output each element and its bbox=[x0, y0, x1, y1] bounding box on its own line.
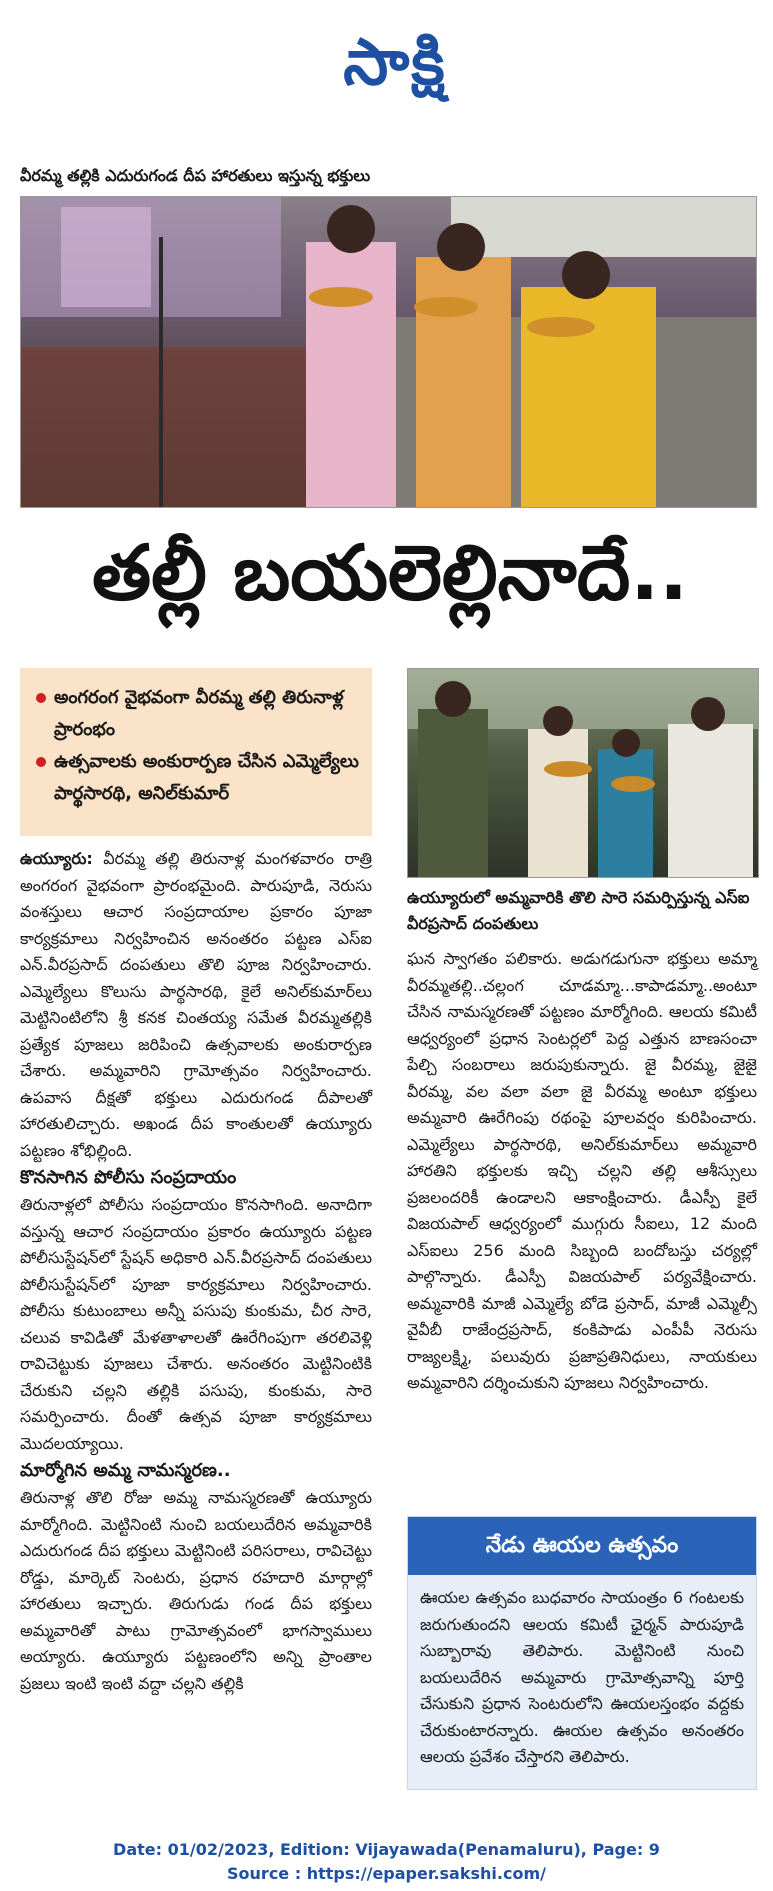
source-footer bbox=[0, 1838, 773, 1886]
headline: తల్లీ బయలెల్లినాదే.. bbox=[92, 528, 688, 617]
article-column-left bbox=[20, 846, 372, 1697]
article-column-right bbox=[407, 946, 757, 1397]
festival-photo bbox=[20, 196, 757, 508]
event-box-body: ఊయల ఉత్సవం బుధవారం సాయంత్రం 6 గంటలకు జరుగుతుందని ఆలయ కమిటీ ఛైర్మన్ పారుపూడి సుబ్బారావు తెలిపారు. మెట్టినింటి నుంచి బయలుదేరిన అమ్మవారు గ్రామోత్సవాన్ని పూర్తి చేసుకుని ప్రధాన సెంటరులోని ఊయలస్తంభం వద్దకు చేరుకుంటారన్నారు. ఊయల ఉత్సవం అనంతరం ఆలయ ప్రవేశం చేస్తారని తెలిపారు. bbox=[420, 1588, 744, 1766]
sakshi-logo: సాక్షి bbox=[343, 26, 447, 100]
highlight-item: ఉత్సవాలకు అంకురార్పణ చేసిన ఎమ్మెల్యేలు పార్థసారథి, అనిల్‌కుమార్ bbox=[34, 746, 362, 810]
top-photo-caption: వీరమ్మ తల్లికి ఎదురుగండ దీప హారతులు ఇస్తున్న భక్తులు bbox=[20, 166, 371, 185]
event-box bbox=[407, 1516, 757, 1790]
article-paragraph: తిరునాళ్లలో పోలీసు సంప్రదాయం కొనసాగింది. అనాదిగా వస్తున్న ఆచార సంప్రదాయం ప్రకారం ఉయ్యూరు పట్టణ పోలీసుస్టేషన్‌లో స్టేషన్ అధికారి ఎన్.వీరప్రసాద్ దంపతులు పోలీసుస్టేషన్‌లో పూజా కార్యక్రమాలు నిర్వహించారు. పోలీసు కుటుంబాలు అన్నీ పసుపు కుంకుమ, చీర సారె, చలువ కావిడితో మేళతాళాలతో ఊరేగింపుగా తరలివెళ్లి రావిచెట్టుకు పూజలు చేశారు. అనంతరం మెట్టినింటికి చేరుకుని చల్లని తల్లికి పసుపు, కుంకుమ, సారె సమర్పించారు. దీంతో ఉత్సవ పూజా కార్యక్రమాలు మొదలయ్యాయి. bbox=[20, 1195, 372, 1453]
dateline: ఉయ్యూరు: bbox=[20, 849, 93, 868]
article-paragraph: వీరమ్మ తల్లి తిరునాళ్ల మంగళవారం రాత్రి అంగరంగ వైభవంగా ప్రారంభమైంది. పారుపూడి, నెరుసు వంశస్తులు ఆచార సంప్రదాయాల ప్రకారం పూజా కార్యక్రమాలు నిర్వహించిన అనంతరం పట్టణ ఎస్ఐ ఎన్.వీరప్రసాద్ దంపతులు తొలి పూజ నిర్వహించారు. ఎమ్మెల్యేలు కొలుసు పార్థసారథి, కైలే అనిల్‌కుమార్‌లు మెట్టినింటిలోని శ్రీ కనక చింతయ్య సమేత వీరమ్మతల్లికి ప్రత్యేక పూజలు జరిపించి ఉత్సవాలకు అంకురార్పణ చేశారు. అమ్మవారిని గ్రామోత్సవం నిర్వహించారు. ఉపవాస దీక్షతో భక్తులు ఎదురుగండ దీపాలతో హారతులిచ్చారు. అఖండ దీప కాంతులతో ఉయ్యూరు పట్టణం శోభిల్లింది. bbox=[20, 849, 372, 1160]
subheading: మార్మోగిన అమ్మ నామస్మరణ.. bbox=[20, 1460, 231, 1481]
side-photo-caption: ఉయ్యూరులో అమ్మవారికి తొలి సారె సమర్పిస్తున్న ఎస్ఐ వీరప్రసాద్ దంపతులు bbox=[407, 888, 750, 933]
highlights-box bbox=[20, 668, 372, 836]
article-paragraph: ఘన స్వాగతం పలికారు. అడుగడుగునా భక్తులు అమ్మా వీరమ్మతల్లి..చల్లంగ చూడమ్మా...కాపాడమ్మా..అంటూ చేసిన నామస్మరణతో పట్టణం మార్మోగింది. ఆలయ కమిటీ ఆధ్వర్యంలో ప్రధాన సెంటర్లలో పెద్ద ఎత్తున బాణసంచా పేల్చి సంబరాలు జరుపుకున్నారు. జై వీరమ్మ, జైజై వీరమ్మ, వల వలా వలా జై వీరమ్మ అంటూ భక్తులు అమ్మవారి ఊరేగింపు రథంపై పూలవర్షం కురిపించారు. ఎమ్మెల్యేలు పార్థసారథి, అనిల్‌కుమార్‌లు అమ్మవారి హారతిని భక్తులకు ఇచ్చి చల్లని తల్లి ఆశీస్సులు ప్రజలందరికీ ఉండాలని ఆకాంక్షించారు. డీఎస్పీ కైలే విజయపాల్ ఆధ్వర్యంలో ముగ్గురు సీఐలు, 12 మంది ఎస్ఐలు 256 మంది సిబ్బంది బందోబస్తు చర్యల్లో పాల్గొన్నారు. డీఎస్పీ విజయపాల్ పర్యవేక్షించారు. అమ్మవారికి మాజీ ఎమ్మెల్యే బోడె ప్రసాద్, మాజీ ఎమ్మెల్సీ వైవీబీ రాజేంద్రప్రసాద్, కంకిపాడు ఎంపీపీ నెరుసు రాజ్యలక్ష్మి, పలువురు ప్రజాప్రతినిధులు, నాయకులు అమ్మవారిని దర్శించుకుని పూజలు నిర్వహించారు. bbox=[407, 949, 757, 1392]
subheading: కొనసాగిన పోలీసు సంప్రదాయం bbox=[20, 1167, 237, 1188]
highlight-item: అంగరంగ వైభవంగా వీరమ్మ తల్లి తిరునాళ్ల ప్రారంభం bbox=[34, 682, 362, 746]
article-paragraph: తిరునాళ్ల తొలి రోజు అమ్మ నామస్మరణతో ఉయ్యూరు మార్మోగింది. మెట్టినింటి నుంచి బయలుదేరిన అమ్మవారికి ఎదురుగండ దీప భక్తులు మెట్టినింటి పరిసరాలు, రావిచెట్టు రోడ్డు, మార్కెట్ సెంటరు, ప్రధాన రహదారి మార్గాల్లో హారతులు ఇచ్చారు. తిరుగుడు గండ దీప భక్తులు అమ్మవారితో పాటు గ్రామోత్సవంలో భాగస్వాములు అయ్యారు. ఉయ్యూరు పట్టణంలోని అన్ని ప్రాంతాల ప్రజలు ఇంటి ఇంటి వద్దా చల్లని తల్లికి bbox=[20, 1488, 372, 1693]
ritual-photo bbox=[407, 668, 759, 878]
footer-date: Date: 01/02/2023, Edition: Vijayawada(Penamaluru), Page: 9 bbox=[113, 1840, 660, 1859]
footer-source: Source : https://epaper.sakshi.com/ bbox=[227, 1864, 546, 1883]
event-box-title: నేడు ఊయల ఉత్సవం bbox=[408, 1517, 756, 1575]
